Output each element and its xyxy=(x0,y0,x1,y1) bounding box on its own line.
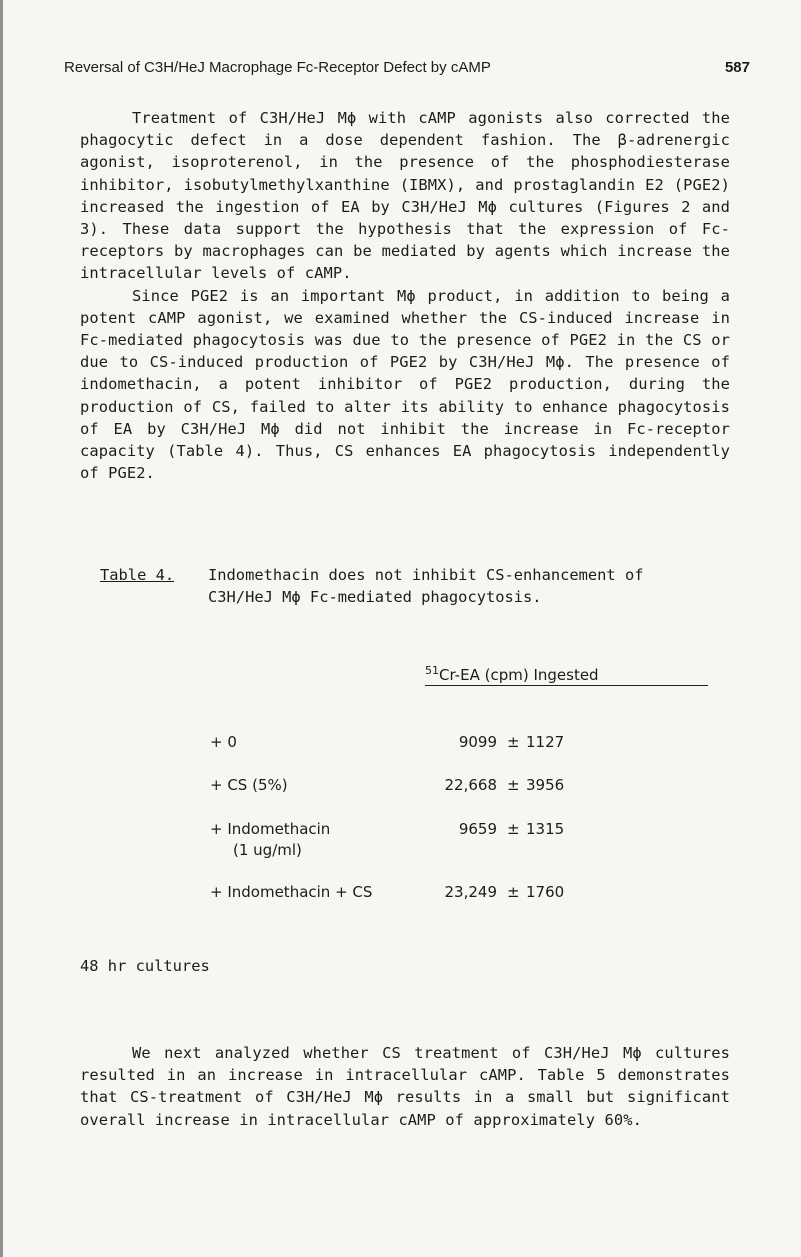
plus-minus-sign: ± xyxy=(507,883,520,901)
table-row-sd: 1315 xyxy=(526,820,565,838)
plus-minus-sign: ± xyxy=(507,820,520,838)
table-footnote: 48 hr cultures xyxy=(80,957,210,975)
scan-edge-shadow xyxy=(0,0,3,1257)
plus-minus-sign: ± xyxy=(507,776,520,794)
plus-minus-sign: ± xyxy=(507,733,520,751)
table-row-value: 9099 xyxy=(458,733,497,751)
table-row-label: + 0 xyxy=(210,733,237,751)
column-header-text: Cr-EA (cpm) Ingested xyxy=(439,666,599,684)
running-header xyxy=(64,59,750,76)
table-row-label: + CS (5%) xyxy=(210,776,288,794)
paragraph-1: Treatment of C3H/HeJ Mϕ with cAMP agonists also corrected the phagocytic defect in a dose dependent fashion. The β-adrenergic agonist, isoproterenol, in the presence of the phosphodiesterase inhibitor, isobutylmethylxanthine (IBMX), and prostaglandin E2 (PGE2) increased the ingestion of EA by C3H/HeJ Mϕ cultures (Figures 2 and 3). These data support the hypothesis that the expression of Fc-receptors by macrophages can be mediated by agents which increase the intracellular levels of cAMP. xyxy=(80,109,730,283)
isotope-superscript: 51 xyxy=(425,664,439,677)
table-label: Table 4. xyxy=(100,566,175,584)
table-column-header xyxy=(425,664,708,686)
table-row-value: 9659 xyxy=(458,820,497,838)
running-title: Reversal of C3H/HeJ Macrophage Fc-Receptor Defect by cAMP xyxy=(64,59,491,76)
paragraph-2: Since PGE2 is an important Mϕ product, in addition to being a potent cAMP agonist, we examined whether the CS-induced increase in Fc-mediated phagocytosis was due to the presence of PGE2 in the CS or due to CS-induced production of PGE2 by C3H/HeJ Mϕ. The presence of indomethacin, a potent inhibitor of PGE2 production, during the production of CS, failed to alter its ability to enhance phagocytosis of EA by C3H/HeJ Mϕ did not inhibit the increase in Fc-receptor capacity (Table 4). Thus, CS enhances EA phagocytosis independently of PGE2. xyxy=(80,286,730,483)
table-row-sd: 1760 xyxy=(526,883,565,901)
table-row-label-continued: (1 ug/ml) xyxy=(233,841,302,859)
table-row-value: 22,668 xyxy=(444,776,497,794)
table-row-sd: 1127 xyxy=(526,733,565,751)
table-caption-line1: Indomethacin does not inhibit CS-enhancement of xyxy=(208,566,644,584)
table-caption-line2: C3H/HeJ Mϕ Fc-mediated phagocytosis. xyxy=(208,588,542,606)
table-row-sd: 3956 xyxy=(526,776,565,794)
page-number: 587 xyxy=(724,59,750,76)
table-caption-text xyxy=(208,564,644,608)
table-row-value: 23,249 xyxy=(444,883,497,901)
body-text-top xyxy=(80,107,730,484)
body-text-bottom xyxy=(80,1042,730,1131)
table-row-label: + Indomethacin + CS xyxy=(210,883,373,901)
paragraph-3: We next analyzed whether CS treatment of C3H/HeJ Mϕ cultures resulted in an increase in intracellular cAMP. Table 5 demonstrates that CS-treatment of C3H/HeJ Mϕ results in a small but significant overall increase in intracellular cAMP of approximately 60%. xyxy=(80,1044,730,1129)
table-row-label: + Indomethacin xyxy=(210,820,331,838)
